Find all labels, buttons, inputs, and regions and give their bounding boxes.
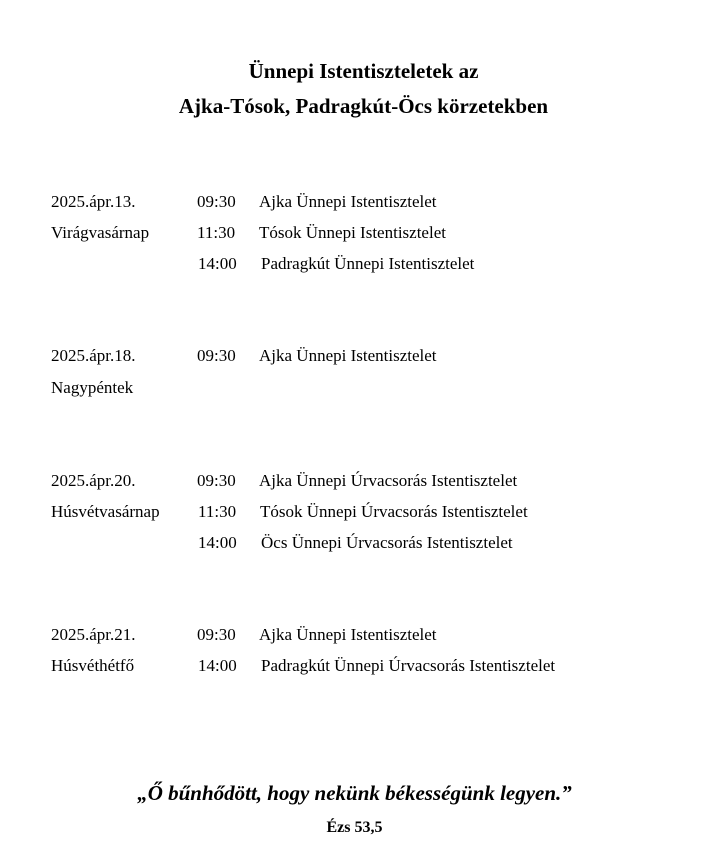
- service-time: 11:30: [198, 502, 237, 521]
- service-name: Ajka Ünnepi Istentisztelet: [259, 346, 437, 365]
- schedule-day-name: Virágvasárnap: [51, 223, 150, 242]
- bible-reference: Ézs 53,5: [326, 819, 383, 836]
- service-name: Padragkút Ünnepi Úrvacsorás Istentisztelet: [261, 656, 556, 675]
- service-name: Tósok Ünnepi Úrvacsorás Istentisztelet: [260, 502, 528, 521]
- service-time: 14:00: [198, 656, 237, 675]
- service-name: Ajka Ünnepi Úrvacsorás Istentisztelet: [259, 471, 518, 490]
- service-name: Ajka Ünnepi Istentisztelet: [259, 192, 437, 211]
- service-time: 14:00: [198, 533, 237, 552]
- service-name: Tósok Ünnepi Istentisztelet: [259, 223, 446, 242]
- bible-quote: „Ő bűnhődött, hogy nekünk békességünk legyen.”: [137, 781, 572, 805]
- service-name: Öcs Ünnepi Úrvacsorás Istentisztelet: [261, 533, 513, 552]
- schedule-date: 2025.ápr.18.: [51, 346, 136, 365]
- title-line-2: Ajka-Tósok, Padragkút-Öcs körzetekben: [178, 94, 549, 118]
- service-time: 14:00: [198, 254, 237, 273]
- service-time: 09:30: [197, 471, 236, 490]
- service-time: 09:30: [197, 625, 236, 644]
- service-time: 09:30: [197, 346, 236, 365]
- schedule-day-name: Nagypéntek: [51, 378, 134, 397]
- service-name: Ajka Ünnepi Istentisztelet: [259, 625, 437, 644]
- schedule-date: 2025.ápr.21.: [51, 625, 136, 644]
- schedule-day-name: Húsvéthétfő: [51, 656, 135, 675]
- schedule-date: 2025.ápr.13.: [51, 192, 136, 211]
- service-name: Padragkút Ünnepi Istentisztelet: [261, 254, 475, 273]
- schedule-day-name: Húsvétvasárnap: [51, 502, 160, 521]
- service-time: 11:30: [197, 223, 236, 242]
- title-line-1: Ünnepi Istentiszteletek az: [248, 59, 479, 83]
- service-time: 09:30: [197, 192, 236, 211]
- schedule-date: 2025.ápr.20.: [51, 471, 136, 490]
